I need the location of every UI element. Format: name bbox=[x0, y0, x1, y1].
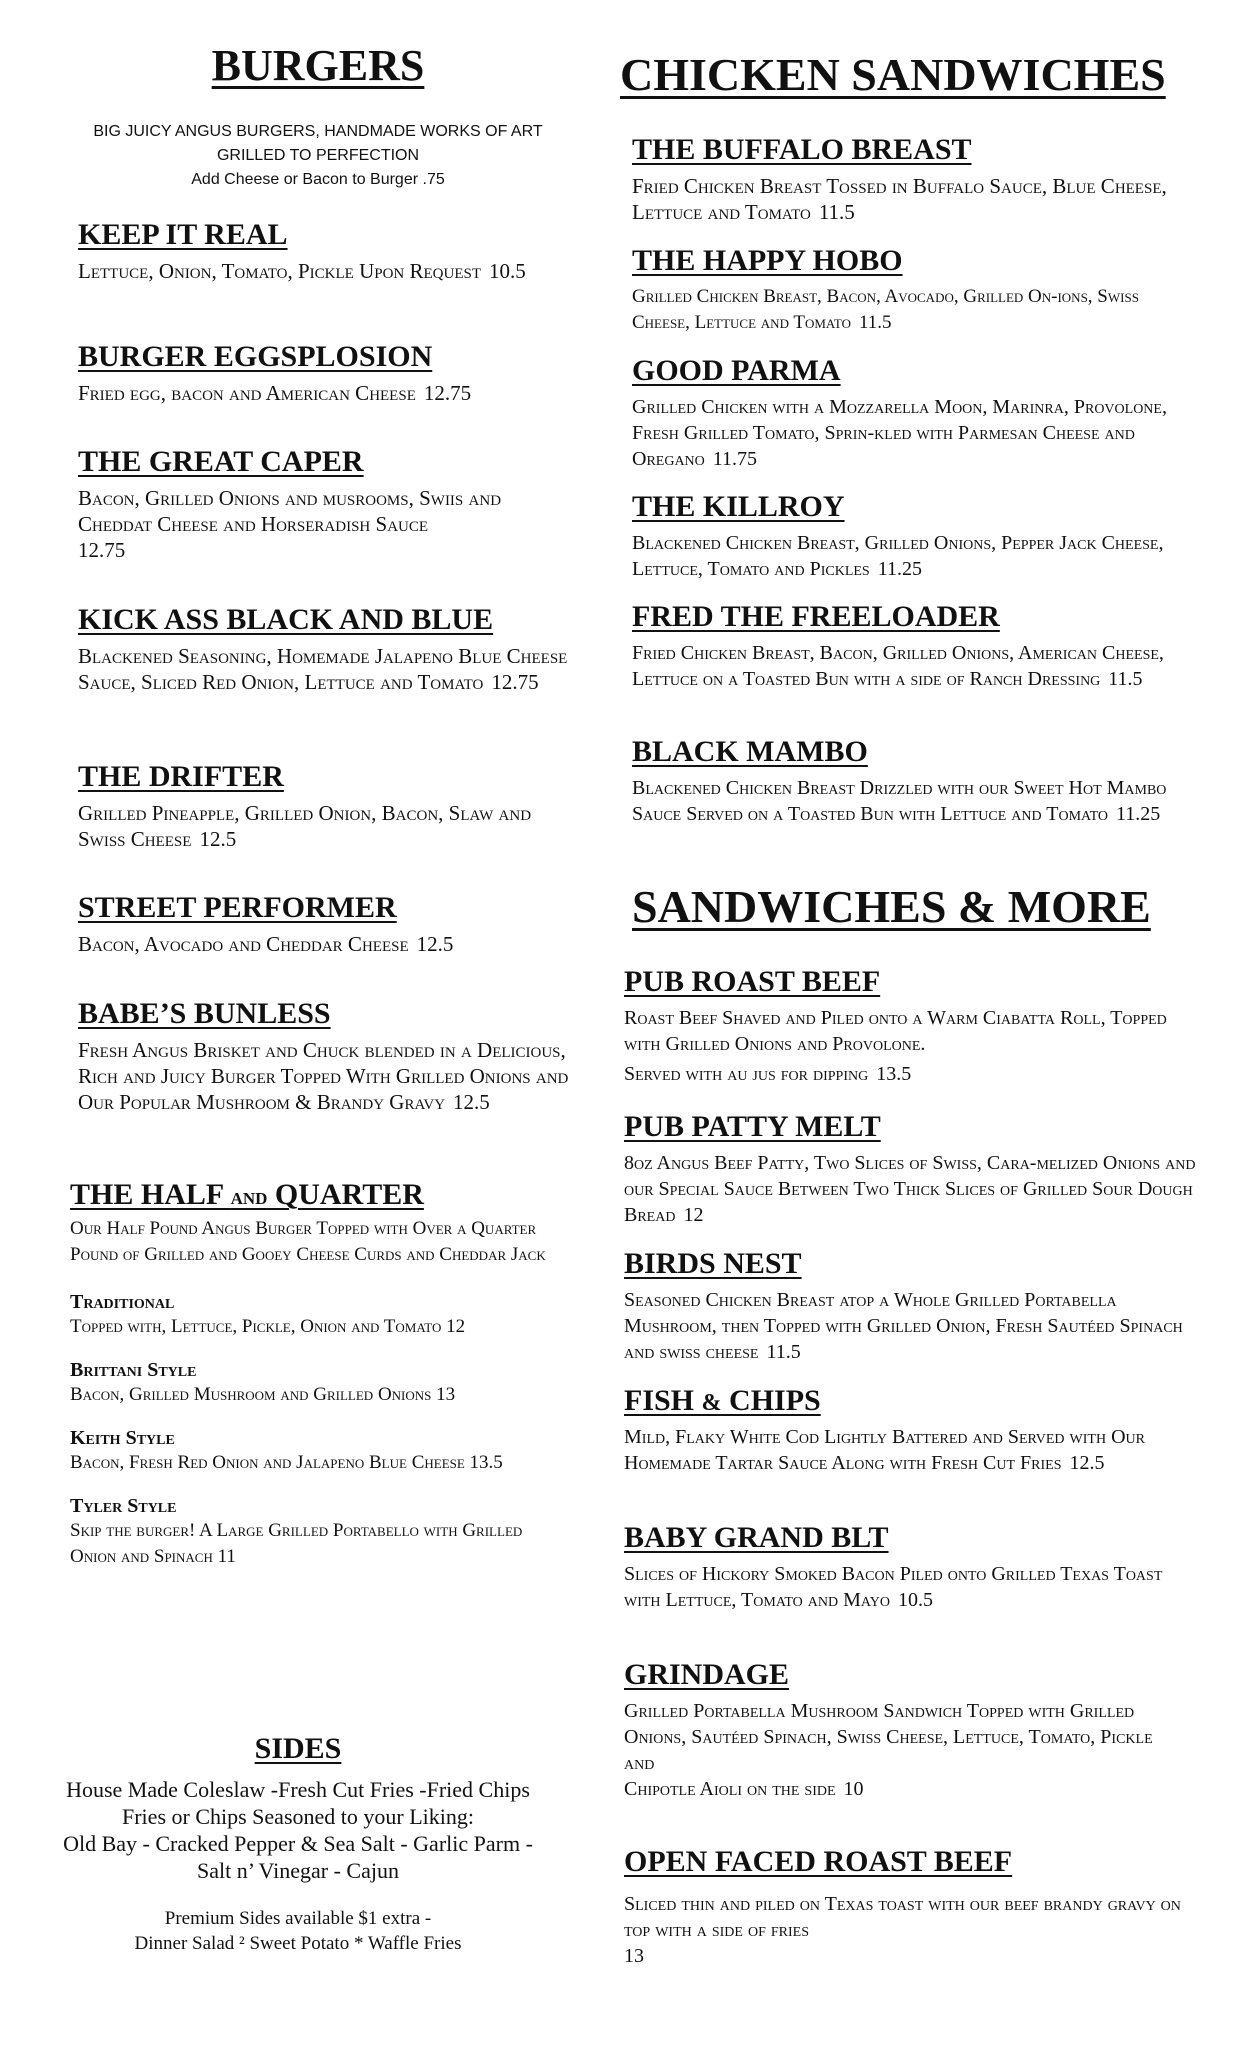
item-desc: Blackened Seasoning, Homemade Jalapeno Blue Cheese Sauce, Sliced Red Onion, Lettuce and Tomato 12.75 bbox=[78, 644, 568, 694]
item-title: THE GREAT CAPER bbox=[78, 445, 364, 478]
item-desc: Fried Chicken Breast, Bacon, Grilled Onions, American Cheese, Lettuce on a Toasted Bun with a side of Ranch Dressing 11.5 bbox=[632, 642, 1164, 690]
style-desc: Bacon, Fresh Red Onion and Jalapeno Blue Cheese 13.5 bbox=[70, 1452, 503, 1473]
premium-sides-line: Premium Sides available $1 extra - bbox=[164, 1908, 432, 1929]
item-price: 13 bbox=[624, 1945, 644, 1967]
item-desc-2: Chipotle Aioli on the side 10 bbox=[624, 1778, 864, 1800]
style-title: Keith Style bbox=[70, 1427, 175, 1449]
style-keith bbox=[70, 1426, 550, 1476]
item-desc-2: Served with au jus for dipping 13.5 bbox=[624, 1063, 912, 1085]
style-title: Traditional bbox=[70, 1291, 175, 1313]
burgers-intro-line2: GRILLED TO PERFECTION bbox=[216, 147, 420, 164]
item-title: BLACK MAMBO bbox=[632, 735, 868, 768]
menu-item-kick-ass-black-and-blue bbox=[78, 603, 578, 695]
item-price: 12.75 bbox=[78, 538, 126, 562]
item-title: THE HALF and QUARTER bbox=[70, 1178, 424, 1211]
item-desc: 8oz Angus Beef Patty, Two Slices of Swiss, Cara-melized Onions and our Special Sauce Between Two Thick Slices of Grilled Sour Dough Bread 12 bbox=[624, 1152, 1196, 1226]
sides-line: Old Bay - Cracked Pepper & Sea Salt - Garlic Parm - bbox=[63, 1831, 533, 1856]
item-title: THE DRIFTER bbox=[78, 760, 284, 793]
item-title: STREET PERFORMER bbox=[78, 891, 397, 924]
item-title: GRINDAGE bbox=[624, 1658, 790, 1691]
style-title: Brittani Style bbox=[70, 1359, 197, 1381]
item-price: 13.5 bbox=[876, 1063, 912, 1085]
item-desc: Fried egg, bacon and American Cheese 12.75 bbox=[78, 381, 472, 405]
item-title: KEEP IT REAL bbox=[78, 218, 288, 251]
item-desc: Bacon, Grilled Onions and musrooms, Swiis and Cheddat Cheese and Horseradish Sauce 12.75 bbox=[78, 486, 502, 562]
menu-item-half-and-quarter bbox=[70, 1178, 550, 1570]
item-desc: Grilled Chicken with a Mozzarella Moon, Marinra, Provolone, Fresh Grilled Tomato, Sprin-kled with Parmesan Cheese and Oregano 11.75 bbox=[632, 396, 1167, 470]
item-title: OPEN FACED ROAST BEEF bbox=[624, 1845, 1013, 1878]
menu-item-keep-it-real bbox=[78, 218, 548, 284]
item-price: 12.5 bbox=[199, 827, 237, 851]
item-price: 12.5 bbox=[1069, 1452, 1105, 1474]
menu-item-black-mambo bbox=[632, 735, 1192, 827]
menu-item-open-faced-roast-beef bbox=[624, 1845, 1204, 1969]
style-traditional bbox=[70, 1290, 550, 1340]
style-tyler bbox=[70, 1494, 550, 1570]
item-desc: Lettuce, Onion, Tomato, Pickle Upon Request 10.5 bbox=[78, 259, 526, 283]
item-title: BURGER EGGSPLOSION bbox=[78, 340, 433, 373]
item-title: BABY GRAND BLT bbox=[624, 1521, 889, 1554]
item-title: KICK ASS BLACK AND BLUE bbox=[78, 603, 494, 636]
item-desc: Grilled Chicken Breast, Bacon, Avocado, Grilled On-ions, Swiss Cheese, Lettuce and Tomato 11.5 bbox=[632, 286, 1139, 333]
item-price: 12.5 bbox=[416, 932, 454, 956]
chicken-heading: CHICKEN SANDWICHES bbox=[620, 49, 1166, 100]
item-desc: Sliced thin and piled on Texas toast with our beef brandy gravy on top with a side of fries 13 bbox=[624, 1893, 1181, 1967]
item-price: 11.5 bbox=[1108, 668, 1143, 690]
item-price: 12.75 bbox=[491, 670, 539, 694]
item-desc: Fried Chicken Breast Tossed in Buffalo Sauce, Blue Cheese, Lettuce and Tomato 11.5 bbox=[632, 174, 1167, 224]
item-desc: Slices of Hickory Smoked Bacon Piled onto Grilled Texas Toast with Lettuce, Tomato and Mayo 10.5 bbox=[624, 1563, 1163, 1611]
style-desc: Bacon, Grilled Mushroom and Grilled Onions 13 bbox=[70, 1384, 456, 1405]
item-price: 11.25 bbox=[877, 558, 922, 580]
menu-item-pub-roast-beef bbox=[624, 965, 1204, 1087]
item-title: THE BUFFALO BREAST bbox=[632, 133, 972, 166]
sides-line: Fries or Chips Seasoned to your Liking: bbox=[122, 1804, 474, 1829]
menu-item-burger-eggsplosion bbox=[78, 340, 578, 406]
item-title: PUB ROAST BEEF bbox=[624, 965, 881, 998]
item-title: THE HAPPY HOBO bbox=[632, 244, 903, 277]
item-title: BIRDS NEST bbox=[624, 1247, 802, 1280]
menu-item-the-killroy bbox=[632, 490, 1202, 582]
item-price: 11.5 bbox=[858, 312, 892, 333]
sides-section bbox=[38, 1732, 558, 1956]
item-desc: Fresh Angus Brisket and Chuck blended in a Delicious, Rich and Juicy Burger Topped With Grilled Onions and Our Popular Mushroom & Brandy Gravy 12.5 bbox=[78, 1038, 569, 1114]
burgers-intro bbox=[58, 120, 578, 192]
item-title: PUB PATTY MELT bbox=[624, 1110, 881, 1143]
item-title: FISH & CHIPS bbox=[624, 1384, 821, 1417]
burgers-heading: BURGERS bbox=[211, 41, 425, 90]
menu-item-fish-and-chips bbox=[624, 1384, 1204, 1476]
item-desc: Mild, Flaky White Cod Lightly Battered and Served with Our Homemade Tartar Sauce Along with Fresh Cut Fries 12.5 bbox=[624, 1426, 1145, 1474]
menu-item-the-drifter bbox=[78, 760, 558, 852]
item-price: 11.25 bbox=[1116, 803, 1161, 825]
item-desc: Our Half Pound Angus Burger Topped with Over a Quarter Pound of Grilled and Gooey Cheese Curds and Cheddar Jack bbox=[70, 1218, 546, 1265]
style-brittani bbox=[70, 1358, 550, 1408]
menu-item-pub-patty-melt bbox=[624, 1110, 1204, 1228]
item-price: 10.5 bbox=[489, 259, 526, 283]
sandwiches-heading: SANDWICHES & MORE bbox=[632, 881, 1151, 932]
sides-heading: SIDES bbox=[254, 1732, 342, 1765]
premium-sides-line: Dinner Salad ² Sweet Potato * Waffle Fries bbox=[134, 1933, 462, 1954]
style-desc: Topped with, Lettuce, Pickle, Onion and Tomato 12 bbox=[70, 1316, 466, 1337]
item-price: 12 bbox=[683, 1204, 704, 1226]
item-desc: Bacon, Avocado and Cheddar Cheese 12.5 bbox=[78, 932, 454, 956]
item-desc: Blackened Chicken Breast, Grilled Onions, Pepper Jack Cheese, Lettuce, Tomato and Pickles 11.25 bbox=[632, 532, 1164, 580]
item-price: 11.5 bbox=[818, 200, 855, 224]
burgers-intro-line3: Add Cheese or Bacon to Burger .75 bbox=[191, 171, 445, 188]
menu-item-the-great-caper bbox=[78, 445, 578, 563]
item-desc: Seasoned Chicken Breast atop a Whole Grilled Portabella Mushroom, then Topped with Grilled Onion, Fresh Sautéed Spinach and swiss cheese 11.5 bbox=[624, 1289, 1183, 1363]
item-desc: Grilled Portabella Mushroom Sandwich Topped with Grilled Onions, Sautéed Spinach, Swiss Cheese, Lettuce, Tomato, Pickle and bbox=[624, 1700, 1153, 1774]
menu-item-street-performer bbox=[78, 891, 578, 957]
menu-item-babes-bunless bbox=[78, 997, 578, 1115]
menu-item-grindage bbox=[624, 1658, 1184, 1802]
menu-item-good-parma bbox=[632, 354, 1192, 472]
item-price: 11.75 bbox=[712, 448, 758, 470]
burgers-intro-line1: BIG JUICY ANGUS BURGERS, HANDMADE WORKS OF ART bbox=[93, 123, 543, 140]
item-price: 10.5 bbox=[897, 1589, 933, 1611]
item-price: 12.5 bbox=[453, 1090, 490, 1114]
menu-item-buffalo-breast bbox=[632, 133, 1192, 225]
menu-item-fred-the-freeloader bbox=[632, 600, 1202, 692]
menu-item-baby-grand-blt bbox=[624, 1521, 1194, 1613]
item-price: 11.5 bbox=[766, 1341, 801, 1363]
item-desc: Blackened Chicken Breast Drizzled with our Sweet Hot Mambo Sauce Served on a Toasted Bun with Lettuce and Tomato 11.25 bbox=[632, 777, 1167, 825]
item-price: 10 bbox=[843, 1778, 864, 1800]
item-desc: Roast Beef Shaved and Piled onto a Warm Ciabatta Roll, Topped with Grilled Onions and Provolone. bbox=[624, 1007, 1167, 1055]
style-title: Tyler Style bbox=[70, 1495, 177, 1517]
item-title: THE KILLROY bbox=[632, 490, 845, 523]
item-title: BABE’S BUNLESS bbox=[78, 997, 331, 1030]
sides-line: House Made Coleslaw -Fresh Cut Fries -Fried Chips bbox=[66, 1777, 530, 1802]
style-desc: Skip the burger! A Large Grilled Portabello with Grilled Onion and Spinach 11 bbox=[70, 1520, 523, 1567]
menu-item-happy-hobo bbox=[632, 244, 1192, 336]
item-title: FRED THE FREELOADER bbox=[632, 600, 1000, 633]
item-desc: Grilled Pineapple, Grilled Onion, Bacon, Slaw and Swiss Cheese 12.5 bbox=[78, 801, 532, 851]
item-title: GOOD PARMA bbox=[632, 354, 841, 387]
menu-item-birds-nest bbox=[624, 1247, 1204, 1365]
sides-line: Salt n’ Vinegar - Cajun bbox=[197, 1858, 399, 1883]
item-price: 12.75 bbox=[423, 381, 472, 405]
